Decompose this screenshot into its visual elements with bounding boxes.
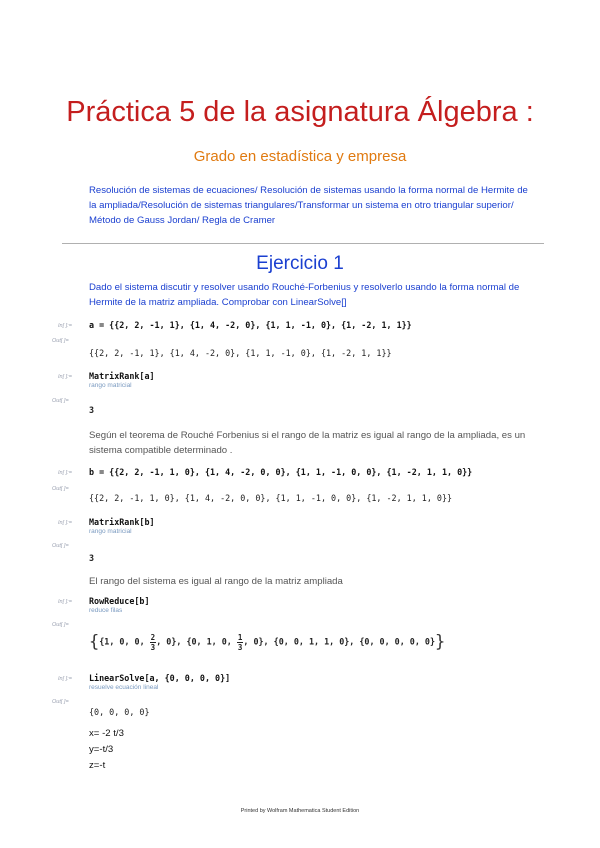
solution-x: x= -2 t/3 [89, 728, 124, 739]
output-cell-6: {0, 0, 0, 0} [89, 707, 150, 717]
explanation-text-2: El rango del sistema es igual al rango de la matriz ampliada [89, 576, 343, 587]
output-cell-5: {{1, 0, 0, $\frac{2}{3}$ , 0}, {0, 1, 0, $\frac{1}{3}$ , 0}, {0, 0, 1, 1, 0}, {0, 0, 0, 0, 0}} [89, 632, 446, 652]
out-label: Out[ ]= [52, 543, 69, 549]
fraction: $\frac{2}{3}$ [150, 632, 156, 652]
solution-z: z=-t [89, 760, 106, 771]
topics-text: Resolución de sistemas de ecuaciones/ Resolución de sistemas usando la forma normal de Hermite de la ampliada/Resolución de sistemas triangulares/Transformar un sistema en otro triangular superior/ Método de Gauss Jordan/ Regla de Cramer [89, 185, 528, 226]
input-cell-3[interactable]: b = {{2, 2, -1, 1, 0}, {1, 4, -2, 0, 0}, {1, 1, -1, 0, 0}, {1, -2, 1, 1, 0}} [89, 467, 473, 477]
out-label: Out[ ]= [52, 398, 69, 404]
section-description: Dado el sistema discutir y resolver usando Rouché-Forbenius y resolverlo usando la forma normal de Hermite de la matriz ampliada. Comprobar con LinearSolve[] [89, 282, 520, 308]
output-cell-1: {{2, 2, -1, 1}, {1, 4, -2, 0}, {1, 1, -1, 0}, {1, -2, 1, 1}} [89, 348, 392, 358]
out-label: Out[ ]= [52, 338, 69, 344]
output-cell-4: 3 [89, 553, 95, 563]
input-cell-2[interactable]: MatrixRank[a] [89, 371, 155, 381]
autocomplete-hint: rango matricial [89, 528, 132, 535]
input-cell-6[interactable]: LinearSolve[a, {0, 0, 0, 0}] [89, 673, 231, 683]
solution-y: y=-t/3 [89, 744, 114, 755]
footer-note: Printed by Wolfram Mathematica Student Edition [240, 808, 360, 814]
in-label: In[ ]:= [58, 520, 72, 526]
in-label: In[ ]:= [58, 323, 72, 329]
output-cell-2: 3 [89, 405, 95, 415]
document-subtitle: Grado en estadística y empresa [193, 148, 407, 165]
out-label: Out[ ]= [52, 699, 69, 705]
section-title: Ejercicio 1 [256, 253, 344, 274]
autocomplete-hint: rango matricial [89, 382, 132, 389]
input-cell-5[interactable]: RowReduce[b] [89, 596, 150, 606]
autocomplete-hint: reduce filas [89, 607, 123, 614]
input-cell-1[interactable]: a = {{2, 2, -1, 1}, {1, 4, -2, 0}, {1, 1, -1, 0}, {1, -2, 1, 1}} [89, 320, 412, 330]
fraction: $\frac{1}{3}$ [237, 632, 243, 652]
outer-brace-open: { [89, 632, 100, 652]
in-label: In[ ]:= [58, 676, 72, 682]
document-title: Práctica 5 de la asignatura Álgebra : [66, 96, 534, 128]
in-label: In[ ]:= [58, 470, 72, 476]
out-label: Out[ ]= [52, 622, 69, 628]
output-cell-3: {{2, 2, -1, 1, 0}, {1, 4, -2, 0, 0}, {1, 1, -1, 0, 0}, {1, -2, 1, 1, 0}} [89, 493, 453, 503]
out-label: Out[ ]= [52, 486, 69, 492]
in-label: In[ ]:= [58, 374, 72, 380]
outer-brace-close: } [435, 632, 446, 652]
input-cell-4[interactable]: MatrixRank[b] [89, 517, 155, 527]
explanation-text-1: Según el teorema de Rouché Forbenius si el rango de la matriz es igual al rango de la ampliada, es un sistema compatible determinado . [89, 430, 526, 456]
autocomplete-hint: resuelve ecuación lineal [89, 684, 159, 691]
section-divider [62, 243, 544, 244]
in-label: In[ ]:= [58, 599, 72, 605]
